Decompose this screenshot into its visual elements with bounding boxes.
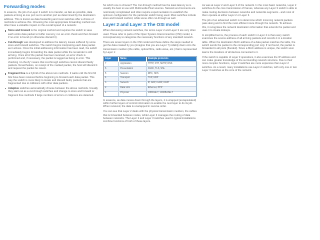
column-right: [202, 4, 297, 74]
paragraph: In simplified terms, the process of each switch in Layer 2 is that every switch examines the source address of all arriving packets and records it in a location table. When the destination MAC address of a data packet matches the table, the switch sends the packet to the corresponding port only. If not found, the packet is forwarded to all ports (flooded). Since a MAC address is unique, the switch soon learns the locations of all devices connected to it.: [202, 33, 296, 54]
list-item: [4, 72, 98, 85]
table-cell: Physical: [119, 91, 147, 95]
paragraph: So which one to choose? The Cut-through method has the least latency so is usually the best to use with Multimedia Pixel sources. Network environments are notoriously complicated and often require experimentation to establish the optimum configuration for the particular switch being used. Most switches include store and forward method, while some offer cut-through as well.: [103, 4, 196, 21]
table-cell: Network: [119, 81, 147, 86]
paragraph: The job of an advanced switch is to determine which incoming network packets pass along and to find the most efficient route through the network. To achieve this, it recognises the network destination information that extends the packet and uses it to create lookups.: [202, 18, 296, 32]
table-cell: HTTP, FTP, SMTP, DNS: [146, 62, 196, 67]
table-cell: 5: [104, 72, 119, 77]
bullet-term: Store and forward: [8, 29, 31, 33]
paragraph: In essence, the job of a Layer 2 switch is to transfer, as fast as possible, data packets arriving at one port out to another port as determined by the destination address. This is known as data forwarding and most switches offer a choice of methods to achieve this. Choosing the most appropriate forwarding method can often have a valuable impact on the overall speed of a network:: [4, 11, 96, 28]
bullet-text: was developed to address the latency issues suffered by some store and forward switches. The switch begins interpreting each data packet as it arrives. Once the initial addressing information has been read, the switch immediately begins forwarding the data packet while the remainder is still arriving. Once all of the packet has been received, an error check is performed and, if necessary, the packet is tagged as being in error. This checking 'on-the-fly' means that cut-through switches cannot discard faulty packets. Nevertheless, on receipt of the marked packet, the host will discard it and request the packet be resent.: [8, 40, 98, 71]
paragraph: There are seven layers in the OSI model and these define the steps needed to get the data created by you (imagine that you are Layer 7) reliably down onto the transmission medium (the cable, optical fibre, radio wave, etc.) that is represented by Layer 1:: [103, 40, 197, 54]
paragraph: In essence, as data moves down through the layers, it is wrapped (encapsulated) within further layers of control information to enable the next layer to do its job. When received, the data is unwrapped in reverse order.: [103, 98, 197, 109]
table-cell: Presentation: [119, 67, 147, 72]
table-cell: 2: [104, 86, 119, 91]
section-heading-osi-model: Layer 2 and Layer 3 The OSI model: [103, 22, 180, 28]
table-cell: Application: [119, 62, 147, 67]
list-item: [4, 87, 98, 97]
column-middle: [103, 4, 197, 125]
table-header-cell: Layer: [104, 57, 119, 62]
paragraph: You can see that Layer 2 deals with the physical transmission medium, the cables that is forwarded between nodes, while Layer 3 manages the routing of data between networks. The Layer 2 and Layer 3 switches used in typical installations combine functions of both of these layers.: [103, 110, 197, 124]
table-cell: IP, ARP, IGMP, ICMP: [146, 81, 196, 86]
table-header-cell: Name: [119, 57, 147, 62]
column-left: [4, 4, 98, 98]
list-item: [4, 29, 98, 39]
section-heading-forwarding-modes: Forwarding modes: [4, 4, 46, 9]
table-cell: Data Link: [119, 86, 147, 91]
table-cell: 3: [104, 81, 119, 86]
bullet-text: is a hybrid of the above two methods. It waits until the first 64 bits have been received before beginning to forward each data packet. This way the switch is more likely to locate and discard faulty packets that are fragmented due to collisions with other data packets.: [8, 72, 97, 86]
list-item: [4, 41, 98, 71]
paragraph: When discussing network switches, the terms Layer 2 and Layer 3 are very often used. These refer to parts of the Open System Interconnection (OSI) model, a conceptual way to categorise the necessary functions of any standard network.: [103, 29, 196, 39]
table-cell: RPC, NFS: [146, 72, 196, 77]
bullet-list: [4, 29, 98, 97]
table-cell: ASCII, TLS, SSL: [146, 67, 196, 72]
bullet-term: Adaptive: [8, 86, 19, 90]
table-cell: 4: [104, 76, 119, 81]
table-cell: 7: [104, 62, 119, 67]
table-cell: Transport: [119, 76, 147, 81]
table-cell: Session: [119, 72, 147, 77]
table-cell: 10BASE-T, 1000BASE-T: [146, 91, 196, 95]
bullet-text: switches automatically choose between the above methods. Usually they start out as a cut-through switches and change to store and forward or fragment free methods if large numbers of errors or collisions are detected.: [8, 86, 98, 97]
table-cell: 1: [104, 91, 119, 95]
table-header-cell: Example protocols: [146, 57, 196, 62]
table-cell: 6: [104, 67, 119, 72]
bullet-term: Fragment free: [8, 72, 26, 76]
table-cell: TCP, UDP: [146, 76, 196, 81]
bullet-text: is the original method and requires the switch to save each entire data packet to buffer memory, run an error check and then forward if no error is found (or otherwise discard it).: [8, 29, 98, 39]
table-row: [104, 91, 196, 95]
table-cell: Ethernet, PPP: [146, 86, 196, 91]
bullet-term: Cut-through: [8, 40, 23, 44]
osi-layers-table: [104, 57, 196, 96]
osi-table: [103, 56, 197, 97]
paragraph: If the switch is capable of Layer 3 operations, it also examines the IP address and can make greater knowledge of the surrounding network structure. Due to their more complex functions, Layer 3 switches are more expensive than Layer 2 switches. As a result, many installations use Layer 2 switches, with only one or two Layer 3 switches at the core of the network.: [202, 55, 297, 72]
paragraph: As was at Layer 2 and Layer 3 of the network. In the most basic networks, Layer 2 switches do the core transmission of frames, whereas any Layer 3 switch is able to make routing decisions between networks and networks segments - and most of them operate at either Layer 2 or Layer 3.: [202, 4, 298, 18]
